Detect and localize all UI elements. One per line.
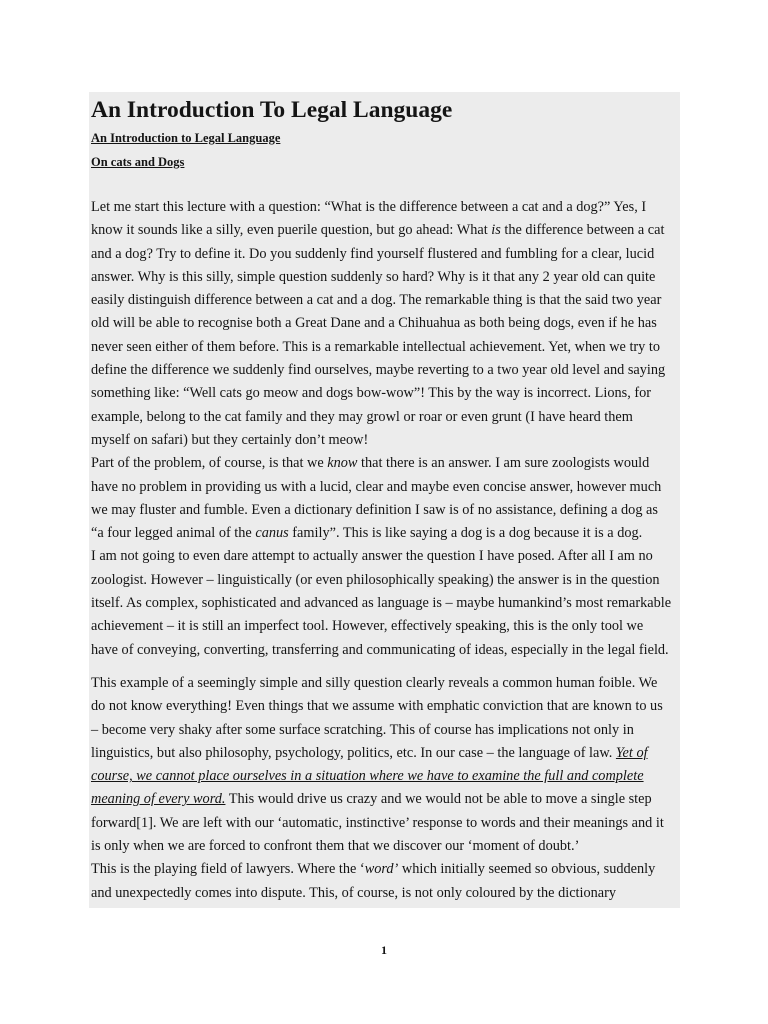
text-line: never seen either of them before. This is a remarkable intellectual achievement. Yet, when we try to [91, 338, 661, 355]
emphasis-text: know [327, 455, 358, 472]
text-line: example, belong to the cat family and they may growl or roar or even grunt (I have heard them [91, 408, 633, 425]
emphasis-underlined-text: Yet of [615, 744, 648, 761]
text-line: answer. Why is this silly, simple question suddenly so hard? Why is it that any 2 year old can quite [91, 268, 656, 285]
text-line: something like: “Well cats go meow and dogs bow-wow”! This by the way is incorrect. Lions, for [91, 385, 652, 402]
paragraph-1 [91, 196, 681, 452]
emphasis-text: word’ [364, 861, 399, 878]
text-line: forward[1]. We are left with our ‘automatic, instinctive’ response to words and their meanings and it [91, 814, 664, 831]
document-title: An Introduction To Legal Language [91, 97, 453, 123]
emphasis-underlined-text: meaning of every word. [91, 791, 226, 808]
paragraph-2 [91, 452, 681, 545]
text-line: This example of a seemingly simple and silly question clearly reveals a common human foible. We [91, 674, 658, 691]
text-line [91, 219, 681, 242]
text-line [91, 788, 681, 811]
text-span: This would drive us crazy and we would not be able to move a single step [228, 791, 652, 808]
text-line: do not know everything! Even things that we assume with emphatic conviction that are known to us [91, 698, 663, 715]
text-span: the difference between a cat [504, 222, 665, 239]
text-span: know it sounds like a silly, even puerile question, but go ahead: What [91, 222, 488, 239]
text-span: that there is an answer. I am sure zoologists would [361, 455, 650, 472]
text-line: achievement – it is still an imperfect tool. However, effectively speaking, this is the only tool we [91, 618, 644, 635]
text-line: Let me start this lecture with a question: “What is the difference between a cat and a dog?” Yes, I [91, 199, 647, 215]
emphasis-text: canus [255, 525, 289, 542]
paragraph-gap [91, 662, 681, 672]
spacer [91, 174, 681, 196]
text-line: zoologist. However – linguistically (or even philosophically speaking) the answer is in the question [91, 571, 660, 588]
page-number: 1 [381, 943, 387, 957]
text-line: have no problem in providing us with a lucid, clear and maybe even concise answer, however much [91, 478, 662, 495]
text-line: and unexpectedly comes into dispute. This, of course, is not only coloured by the dictionary [91, 884, 617, 901]
text-line: easily distinguish difference between a cat and a dog. The remarkable thing is that the said two year [91, 292, 662, 309]
text-line: I am not going to even dare attempt to actually answer the question I have posed. After all I am no [91, 548, 653, 565]
text-line [91, 522, 681, 545]
text-line: – become very shaky after some surface scratching. This of course has implications not only in [91, 721, 634, 738]
text-line: define the difference we suddenly find ourselves, maybe reverting to a two year old level and saying [91, 362, 666, 379]
paragraph-4 [91, 672, 681, 858]
text-span: This is the playing field of lawyers. Where the ‘ [91, 861, 365, 878]
text-line: myself on safari) but they certainly don’t meow! [91, 431, 369, 448]
paragraph-3 [91, 545, 681, 661]
text-line: itself. As complex, sophisticated and advanced as language is – maybe humankind’s most remarkable [91, 595, 672, 612]
text-line [91, 452, 681, 475]
text-span: linguistics, but also philosophy, psychology, politics, etc. In our case – the language of law. [91, 744, 613, 761]
text-span: “a four legged animal of the [91, 525, 252, 542]
emphasis-underlined-text: course, we cannot place ourselves in a situation where we have to examine the full and complete [91, 768, 644, 785]
text-span: which initially seemed so obvious, suddenly [401, 861, 656, 878]
text-line: and a dog? Try to define it. Do you suddenly find yourself flustered and fumbling for a clear, lucid [91, 245, 655, 262]
text-line: is only when we are forced to confront them that we discover our ‘moment of doubt.’ [91, 838, 580, 855]
paragraph-5 [91, 858, 681, 905]
text-line: we may fluster and fumble. Even a dictionary definition I saw is of no assistance, defining a dog as [91, 501, 658, 518]
text-span: Part of the problem, of course, is that we [91, 455, 324, 472]
text-line [91, 742, 681, 765]
text-line: old will be able to recognise both a Great Dane and a Chihuahua as both being dogs, even if he has [91, 315, 657, 332]
document-subtitle: An Introduction to Legal Language [91, 131, 281, 145]
text-line: have of conveying, converting, transferring and communicating of ideas, especially in the legal field. [91, 641, 669, 658]
text-line [91, 858, 681, 881]
document-content [91, 92, 681, 905]
text-line [91, 765, 681, 788]
emphasis-text: is [491, 222, 501, 239]
section-heading: On cats and Dogs [91, 155, 185, 169]
text-span: family”. This is like saying a dog is a dog because it is a dog. [292, 525, 643, 542]
